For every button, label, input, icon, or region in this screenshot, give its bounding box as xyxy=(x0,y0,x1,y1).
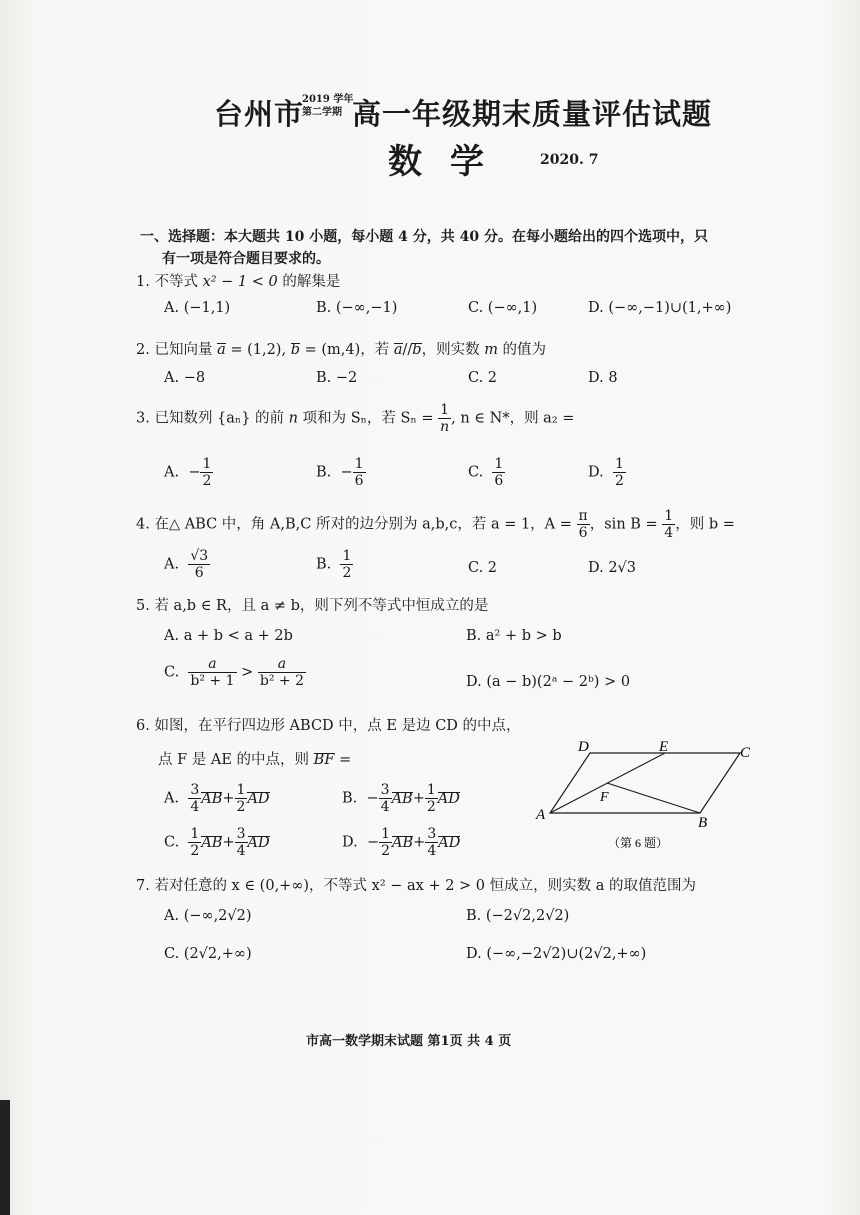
vertex-c-label: C xyxy=(740,745,751,761)
q1-option-a: A. (−1,1) xyxy=(164,300,231,316)
parallelogram-outline xyxy=(550,753,740,813)
vertex-b-label: B xyxy=(698,815,708,831)
page-footer: 市高一数学期末试题 第1页 共 4 页 xyxy=(306,1034,512,1049)
header-year-bottom: 第二学期 xyxy=(302,107,342,118)
q6-option-d: D. − $\frac{1}{2}$ AB+ $\frac{3}{4}$ AD xyxy=(342,826,461,859)
header-city: 台州市 xyxy=(214,97,305,131)
header-title: 高一年级期末质量评估试题 xyxy=(352,97,713,131)
q4-option-a: A. $\frac{√3}{6}$ xyxy=(164,548,209,581)
q5-option-b: B. a² + b > b xyxy=(466,628,562,644)
q4-stem: 4. 在△ ABC 中，角 A,B,C 所对的边分别为 a,b,c，若 a = 1，A = $\frac{\pi}{6}$ ，sin B = $\frac{1}{4}$ ，则 b = xyxy=(136,508,735,541)
parallelogram-figure xyxy=(530,735,760,855)
point-f-label: F xyxy=(600,790,609,805)
q1-option-d: D. (−∞,−1)∪(1,+∞) xyxy=(588,300,732,316)
q2-option-c: C. 2 xyxy=(468,370,498,386)
section1-line2: 有一项是符合题目要求的。 xyxy=(162,251,330,267)
header-year-top: 2019 学年 xyxy=(302,94,354,105)
point-e-label: E xyxy=(659,739,669,755)
q5-option-a: A. a + b < a + 2b xyxy=(164,628,293,644)
q6-line1: 6. 如图，在平行四边形 ABCD 中，点 E 是边 CD 的中点， xyxy=(136,718,521,734)
figure-caption: （第 6 题） xyxy=(608,836,669,850)
q4-option-b: B. $\frac{1}{2}$ xyxy=(316,548,352,581)
q3-option-d: D. $\frac{1}{2}$ xyxy=(588,456,624,489)
q2-option-d: D. 8 xyxy=(588,370,618,386)
vertex-d-label: D xyxy=(578,739,589,755)
q2-stem: 2. 已知向量 a = (1,2), b = (m,4)，若 a//b，则实数 m 的值为 xyxy=(136,342,547,358)
q6-option-b: B. − $\frac{3}{4}$ AB+ $\frac{1}{2}$ AD xyxy=(342,782,460,815)
q1-stem: 1. 不等式 x² − 1 < 0 的解集是 xyxy=(136,274,341,290)
header-subject: 数学 xyxy=(388,142,512,182)
q3-option-b: B. − $\frac{1}{6}$ xyxy=(316,456,364,489)
q5-option-c: C. $\frac{a}{\text{b² + 1}}$ > $\frac{a}{\text{b² + 2}}$ xyxy=(164,656,305,689)
q1-option-c: C. (−∞,1) xyxy=(468,300,538,316)
q7-stem: 7. 若对任意的 x ∈ (0,+∞)，不等式 x² − ax + 2 > 0 恒成立，则实数 a 的取值范围为 xyxy=(136,878,697,894)
section1-line1: 一、选择题：本大题共 10 小题，每小题 4 分，共 40 分。在每小题给出的四个选项中，只 xyxy=(140,229,708,245)
q4-option-c: C. 2 xyxy=(468,560,498,576)
q6-line2: 点 F 是 AE 的中点，则 BF = xyxy=(158,752,352,768)
q2-option-b: B. −2 xyxy=(316,370,358,386)
vertex-a-label: A xyxy=(536,807,546,823)
q7-option-b: B. (−2√2,2√2) xyxy=(466,908,570,924)
q7-option-a: A. (−∞,2√2) xyxy=(164,908,252,924)
segment-fb xyxy=(607,783,700,813)
q7-option-d: D. (−∞,−2√2)∪(2√2,+∞) xyxy=(466,946,647,962)
scan-edge-bar xyxy=(0,1100,10,1215)
q2-option-a: A. −8 xyxy=(164,370,206,386)
header-date: 2020. 7 xyxy=(540,152,599,168)
q6-option-a: A. $\frac{3}{4}$ AB+ $\frac{1}{2}$ AD xyxy=(164,782,270,815)
q5-stem: 5. 若 a,b ∈ R，且 a ≠ b，则下列不等式中恒成立的是 xyxy=(136,598,489,614)
q3-stem: 3. 已知数列 {aₙ} 的前 n 项和为 Sₙ，若 Sₙ = $\frac{1}{n}$ , n ∈ N*，则 a₂ = xyxy=(136,402,575,435)
q3-option-c: C. $\frac{1}{6}$ xyxy=(468,456,504,489)
q6-option-c: C. $\frac{1}{2}$ AB+ $\frac{3}{4}$ AD xyxy=(164,826,270,859)
q4-option-d: D. 2√3 xyxy=(588,560,637,576)
q1-option-b: B. (−∞,−1) xyxy=(316,300,398,316)
q7-option-c: C. (2√2,+∞) xyxy=(164,946,252,962)
q3-option-a: A. − $\frac{1}{2}$ xyxy=(164,456,212,489)
q5-option-d: D. (a − b)(2ᵃ − 2ᵇ) > 0 xyxy=(466,674,631,690)
